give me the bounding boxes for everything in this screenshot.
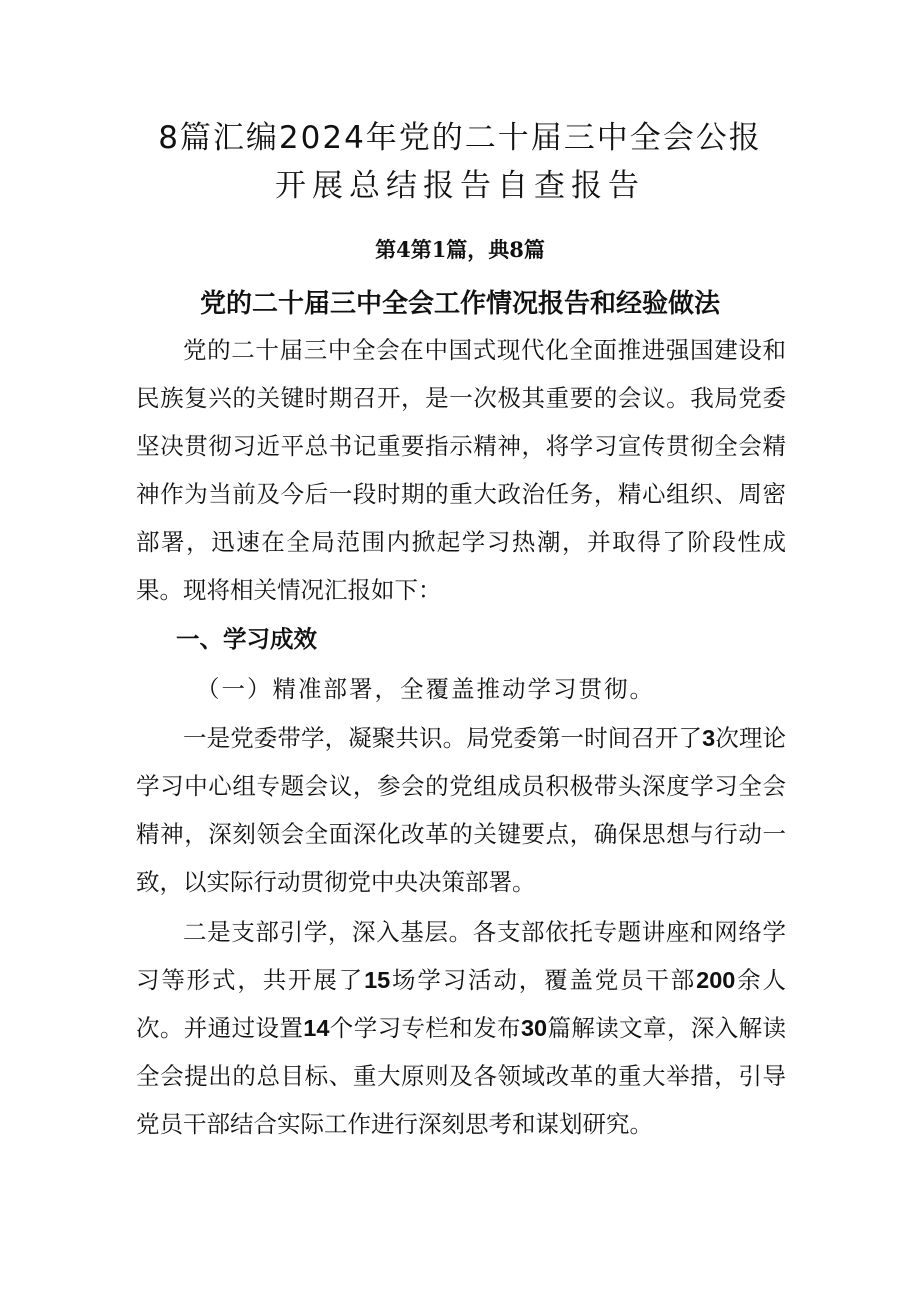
document-title-line-1: 8篇汇编2024年党的二十届三中全会公报: [158, 120, 762, 156]
paragraph-text: 篇解读文章，深入解读全会提出的总目标、重大原则及各领域改革的重大举措，引导党员干部结合实际工作进行深刻思考和谋划研究。: [136, 1014, 787, 1138]
article-title: 党的二十届三中全会工作情况报告和经验做法: [199, 289, 720, 319]
document-title-line-2: 开展总结报告自查报告: [275, 168, 645, 204]
activity-count: 15: [364, 967, 391, 993]
paragraph-text: 一是党委带学，凝聚共识。局党委第一时间召开了: [183, 724, 703, 752]
participant-count: 200: [696, 967, 736, 993]
paragraph-text: 二是支部引学，深入基层。各支部依托专题讲座和网络学习等形式，共开展了: [136, 918, 786, 994]
paragraph-branch-study: [136, 908, 786, 1148]
column-count: 14: [303, 1015, 330, 1041]
intro-paragraph: 党的二十届三中全会在中国式现代化全面推进强国建设和民族复兴的关键时期召开，是一次极其重要的会议。我局党委坚决贯彻习近平总书记重要指示精神，将学习宣传贯彻全会精神作为当前及今后一段时期的重大政治任务，精心组织、周密部署，迅速在全局范围内掀起学习热潮，并取得了阶段性成果。现将相关情况汇报如下：: [136, 336, 786, 604]
paragraph-text: 场学习活动，覆盖党员干部: [390, 966, 697, 994]
paragraph-text: 次理论学习中心组专题会议，参会的党组成员积极带头深度学习全会精神，深刻领会全面深化改革的关键要点，确保思想与行动一致，以实际行动贯彻党中央决策部署。: [136, 724, 787, 896]
paragraph-party-committee: [136, 714, 786, 906]
subsection-heading-1: （一）精准部署，全覆盖推动学习贯彻。: [196, 675, 655, 703]
section-heading-1: 一、学习成效: [176, 625, 317, 653]
paragraph-text: 个学习专栏和发布: [329, 1014, 521, 1042]
paragraph-text: 余人次。并通过设置: [136, 966, 787, 1042]
document-subtitle: 第4第1篇，典8篇: [375, 237, 545, 262]
meeting-count: 3: [702, 725, 716, 751]
article-count: 30: [520, 1015, 548, 1041]
